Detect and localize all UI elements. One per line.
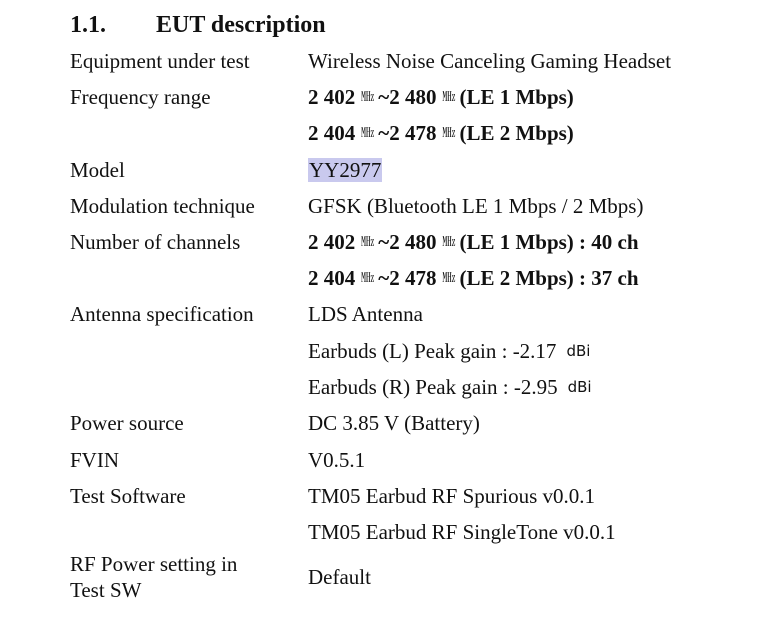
freq1-start: 2 402 xyxy=(308,85,356,109)
label-fvin: FVIN xyxy=(70,448,120,472)
label-rf-power-line1: RF Power setting in xyxy=(70,552,238,576)
section-heading xyxy=(70,12,326,39)
value-frequency-line2 xyxy=(308,120,574,147)
value-antenna-line3 xyxy=(308,374,596,400)
mhz-unit: ㎒ xyxy=(361,126,375,141)
value-channels-line1 xyxy=(308,229,639,256)
mhz-unit: ㎒ xyxy=(361,90,375,105)
ch1-start: 2 402 xyxy=(308,230,356,254)
freq1-end: 2 480 xyxy=(389,85,437,109)
mhz-unit: ㎒ xyxy=(361,271,375,286)
mhz-unit: ㎒ xyxy=(442,271,456,286)
value-antenna-line2 xyxy=(308,338,594,364)
label-modulation: Modulation technique xyxy=(70,194,255,218)
label-power-source: Power source xyxy=(70,411,184,435)
freq1-mode: (LE 1 Mbps) xyxy=(459,85,574,109)
value-frequency-line1 xyxy=(308,84,574,111)
mhz-unit: ㎒ xyxy=(442,126,456,141)
ch2-mode: (LE 2 Mbps) : 37 ch xyxy=(459,266,639,290)
value-rf-power: Default xyxy=(308,565,371,589)
mhz-unit: ㎒ xyxy=(361,235,375,250)
gain-right: Earbuds (R) Peak gain : -2.95 xyxy=(308,375,558,399)
freq2-start: 2 404 xyxy=(308,121,356,145)
range-sep: ~ xyxy=(378,85,390,109)
label-rf-power-line2: Test SW xyxy=(70,578,142,602)
label-equipment: Equipment under test xyxy=(70,49,250,73)
value-software-line1: TM05 Earbud RF Spurious v0.0.1 xyxy=(308,484,596,508)
freq2-mode: (LE 2 Mbps) xyxy=(459,121,574,145)
value-software-line2: TM05 Earbud RF SingleTone v0.0.1 xyxy=(308,520,616,544)
ch2-start: 2 404 xyxy=(308,266,356,290)
value-antenna-line1: LDS Antenna xyxy=(308,302,423,326)
label-antenna: Antenna specification xyxy=(70,302,254,326)
range-sep: ~ xyxy=(378,266,390,290)
value-model xyxy=(308,157,382,183)
ch1-end: 2 480 xyxy=(389,230,437,254)
value-power-source: DC 3.85 V (Battery) xyxy=(308,411,480,435)
gain-left: Earbuds (L) Peak gain : -2.17 xyxy=(308,339,557,363)
value-channels-line2 xyxy=(308,265,639,292)
section-number: 1.1. xyxy=(70,12,106,38)
mhz-unit: ㎒ xyxy=(442,235,456,250)
range-sep: ~ xyxy=(378,121,390,145)
value-fvin: V0.5.1 xyxy=(308,448,366,472)
dbi-unit: dBi xyxy=(567,378,592,396)
range-sep: ~ xyxy=(378,230,390,254)
mhz-unit: ㎒ xyxy=(442,90,456,105)
label-model: Model xyxy=(70,158,125,182)
value-modulation: GFSK (Bluetooth LE 1 Mbps / 2 Mbps) xyxy=(308,194,644,218)
value-equipment: Wireless Noise Canceling Gaming Headset xyxy=(308,49,672,73)
freq2-end: 2 478 xyxy=(389,121,437,145)
ch2-end: 2 478 xyxy=(389,266,437,290)
label-software: Test Software xyxy=(70,484,186,508)
model-highlight[interactable]: YY2977 xyxy=(309,158,382,182)
label-channels: Number of channels xyxy=(70,230,241,254)
dbi-unit: dBi xyxy=(566,342,591,360)
row-rf-power xyxy=(0,551,779,603)
label-frequency: Frequency range xyxy=(70,85,211,109)
ch1-mode: (LE 1 Mbps) : 40 ch xyxy=(459,230,639,254)
section-title: EUT description xyxy=(156,12,326,38)
